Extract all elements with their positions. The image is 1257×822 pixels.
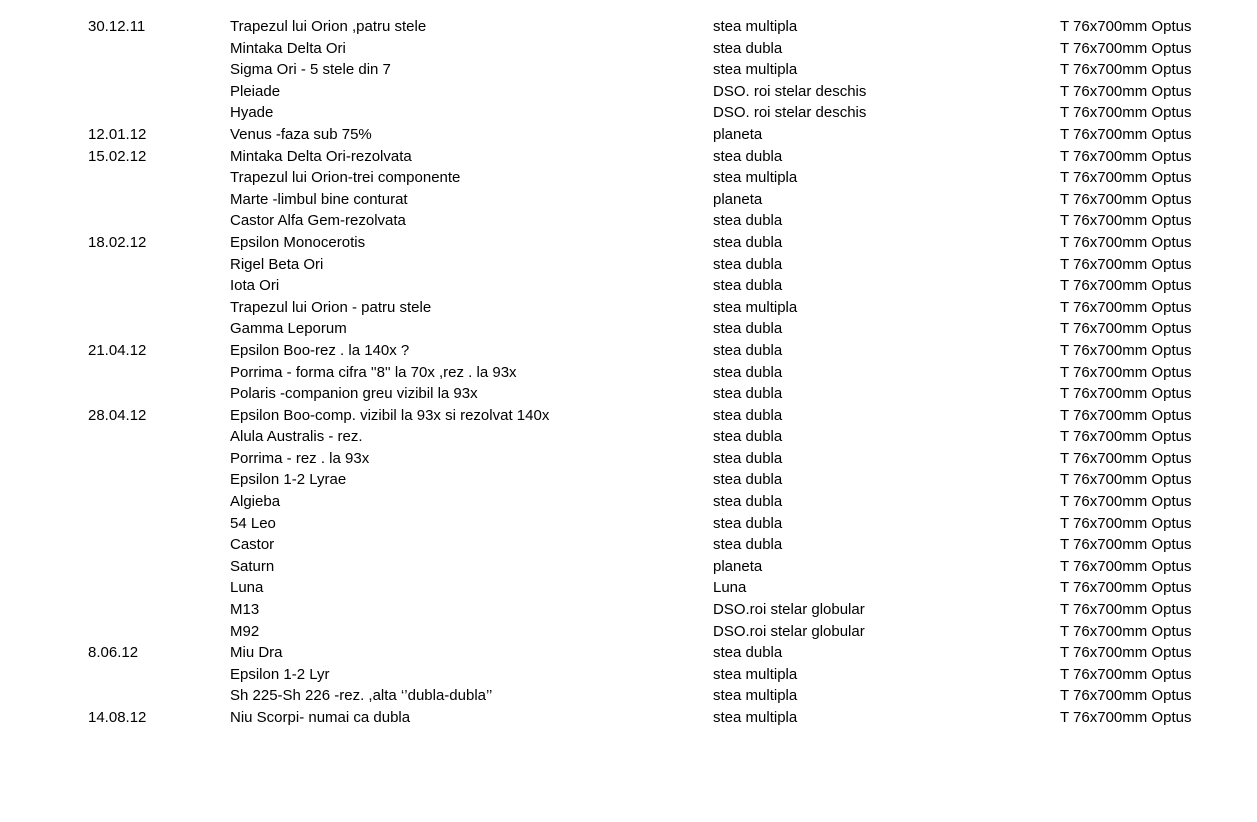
observation-date: 12.01.12 — [88, 125, 147, 143]
object-type: stea dubla — [713, 147, 783, 165]
instrument: T 76x700mm Optus — [1060, 601, 1192, 619]
table-row — [0, 405, 1257, 427]
object-name: Iota Ori — [230, 277, 280, 295]
observation-date: 15.02.12 — [88, 147, 147, 165]
observation-date: 14.08.12 — [88, 709, 147, 726]
instrument: T 76x700mm Optus — [1060, 644, 1192, 662]
table-row — [0, 232, 1257, 254]
instrument: T 76x700mm Optus — [1060, 82, 1192, 100]
table-row — [0, 254, 1257, 276]
object-type: stea dubla — [713, 363, 783, 381]
instrument: T 76x700mm Optus — [1060, 298, 1192, 316]
object-name: Epsilon Boo-comp. vizibil la 93x si rezolvat 140x — [230, 406, 550, 424]
instrument: T 76x700mm Optus — [1060, 233, 1192, 251]
object-name: Porrima - forma cifra ''8'' la 70x ,rez . la 93x — [230, 363, 517, 381]
object-name: Rigel Beta Ori — [230, 255, 324, 273]
object-name: Sigma Ori - 5 stele din 7 — [230, 61, 391, 79]
object-type: stea dubla — [713, 644, 783, 662]
object-type: stea dubla — [713, 471, 783, 489]
table-row — [0, 340, 1257, 362]
instrument: T 76x700mm Optus — [1060, 212, 1192, 230]
instrument: T 76x700mm Optus — [1060, 514, 1192, 532]
object-name: Epsilon Boo-rez . la 140x ? — [230, 341, 410, 359]
object-name: Mintaka Delta Ori — [230, 39, 346, 57]
object-name: Algieba — [230, 493, 281, 511]
object-type: stea multipla — [713, 298, 798, 316]
object-name: 54 Leo — [230, 514, 276, 532]
object-name: M13 — [230, 601, 260, 619]
object-name: Trapezul lui Orion - patru stele — [230, 298, 432, 316]
object-type: stea multipla — [713, 709, 798, 726]
object-name: Miu Dra — [230, 644, 283, 662]
instrument: T 76x700mm Optus — [1060, 255, 1192, 273]
table-row — [0, 469, 1257, 491]
object-name: Castor Alfa Gem-rezolvata — [230, 212, 406, 230]
instrument: T 76x700mm Optus — [1060, 536, 1192, 554]
instrument: T 76x700mm Optus — [1060, 471, 1192, 489]
table-row — [0, 685, 1257, 707]
object-name: Pleiade — [230, 82, 281, 100]
table-row — [0, 664, 1257, 686]
instrument: T 76x700mm Optus — [1060, 18, 1192, 35]
object-type: DSO.roi stelar globular — [713, 601, 865, 619]
object-type: planeta — [713, 190, 763, 208]
object-name: M92 — [230, 622, 260, 640]
instrument: T 76x700mm Optus — [1060, 406, 1192, 424]
table-row — [0, 189, 1257, 211]
object-type: stea dubla — [713, 536, 783, 554]
table-row — [0, 534, 1257, 556]
object-type: stea dubla — [713, 212, 783, 230]
table-row — [0, 210, 1257, 232]
instrument: T 76x700mm Optus — [1060, 493, 1192, 511]
observation-date: 28.04.12 — [88, 406, 147, 424]
object-name: Luna — [230, 579, 264, 597]
object-name: Venus -faza sub 75% — [230, 125, 372, 143]
object-type: stea dubla — [713, 493, 783, 511]
instrument: T 76x700mm Optus — [1060, 579, 1192, 597]
table-row — [0, 146, 1257, 168]
instrument: T 76x700mm Optus — [1060, 665, 1192, 683]
object-type: stea dubla — [713, 385, 783, 403]
object-type: stea multipla — [713, 665, 798, 683]
object-type: stea dubla — [713, 514, 783, 532]
instrument: T 76x700mm Optus — [1060, 277, 1192, 295]
instrument: T 76x700mm Optus — [1060, 104, 1192, 122]
instrument: T 76x700mm Optus — [1060, 147, 1192, 165]
table-row — [0, 491, 1257, 513]
table-row — [0, 621, 1257, 643]
object-type: stea dubla — [713, 406, 783, 424]
table-row — [0, 102, 1257, 124]
object-type: stea dubla — [713, 233, 783, 251]
instrument: T 76x700mm Optus — [1060, 125, 1192, 143]
object-type: Luna — [713, 579, 747, 597]
object-name: Mintaka Delta Ori-rezolvata — [230, 147, 412, 165]
object-type: stea dubla — [713, 428, 783, 446]
instrument: T 76x700mm Optus — [1060, 557, 1192, 575]
table-row — [0, 577, 1257, 599]
observation-date: 18.02.12 — [88, 233, 147, 251]
table-row — [0, 38, 1257, 60]
table-row — [0, 599, 1257, 621]
object-type: DSO.roi stelar globular — [713, 622, 865, 640]
table-row — [0, 16, 1257, 38]
instrument: T 76x700mm Optus — [1060, 622, 1192, 640]
object-name: Gamma Leporum — [230, 320, 347, 338]
table-row — [0, 642, 1257, 664]
object-name: Saturn — [230, 557, 275, 575]
object-type: stea multipla — [713, 169, 798, 187]
object-name: Alula Australis - rez. — [230, 428, 363, 446]
object-name: Epsilon 1-2 Lyrae — [230, 471, 347, 489]
object-type: stea dubla — [713, 341, 783, 359]
object-name: Castor — [230, 536, 275, 554]
object-name: Polaris -companion greu vizibil la 93x — [230, 385, 478, 403]
object-type: planeta — [713, 125, 763, 143]
instrument: T 76x700mm Optus — [1060, 39, 1192, 57]
object-type: stea multipla — [713, 18, 798, 35]
instrument: T 76x700mm Optus — [1060, 169, 1192, 187]
table-row — [0, 275, 1257, 297]
table-row — [0, 556, 1257, 578]
table-row — [0, 707, 1257, 729]
table-row — [0, 124, 1257, 146]
table-row — [0, 383, 1257, 405]
table-row — [0, 59, 1257, 81]
object-name: Hyade — [230, 104, 274, 122]
instrument: T 76x700mm Optus — [1060, 61, 1192, 79]
object-type: stea dubla — [713, 320, 783, 338]
table-row — [0, 81, 1257, 103]
object-name: Niu Scorpi- numai ca dubla — [230, 709, 411, 726]
object-type: stea dubla — [713, 449, 783, 467]
object-type: stea dubla — [713, 277, 783, 295]
instrument: T 76x700mm Optus — [1060, 363, 1192, 381]
observation-log-table — [0, 16, 1257, 729]
table-row — [0, 318, 1257, 340]
object-type: DSO. roi stelar deschis — [713, 104, 867, 122]
object-type: stea multipla — [713, 687, 798, 705]
object-name: Epsilon Monocerotis — [230, 233, 366, 251]
object-type: planeta — [713, 557, 763, 575]
table-row — [0, 426, 1257, 448]
table-row — [0, 362, 1257, 384]
object-name: Trapezul lui Orion-trei componente — [230, 169, 461, 187]
object-type: stea dubla — [713, 255, 783, 273]
table-row — [0, 513, 1257, 535]
observation-date: 8.06.12 — [88, 644, 139, 662]
instrument: T 76x700mm Optus — [1060, 320, 1192, 338]
instrument: T 76x700mm Optus — [1060, 341, 1192, 359]
instrument: T 76x700mm Optus — [1060, 385, 1192, 403]
instrument: T 76x700mm Optus — [1060, 687, 1192, 705]
observation-date: 21.04.12 — [88, 341, 147, 359]
object-name: Sh 225-Sh 226 -rez. ,alta ‘’dubla-dubla’’ — [230, 687, 493, 705]
instrument: T 76x700mm Optus — [1060, 709, 1192, 726]
object-name: Epsilon 1-2 Lyr — [230, 665, 330, 683]
object-type: stea multipla — [713, 61, 798, 79]
table-row — [0, 448, 1257, 470]
instrument: T 76x700mm Optus — [1060, 449, 1192, 467]
object-name: Trapezul lui Orion ,patru stele — [230, 18, 427, 35]
table-row — [0, 167, 1257, 189]
observation-date: 30.12.11 — [88, 18, 146, 35]
instrument: T 76x700mm Optus — [1060, 190, 1192, 208]
object-type: DSO. roi stelar deschis — [713, 82, 867, 100]
object-type: stea dubla — [713, 39, 783, 57]
object-name: Marte -limbul bine conturat — [230, 190, 408, 208]
table-row — [0, 297, 1257, 319]
instrument: T 76x700mm Optus — [1060, 428, 1192, 446]
object-name: Porrima - rez . la 93x — [230, 449, 370, 467]
